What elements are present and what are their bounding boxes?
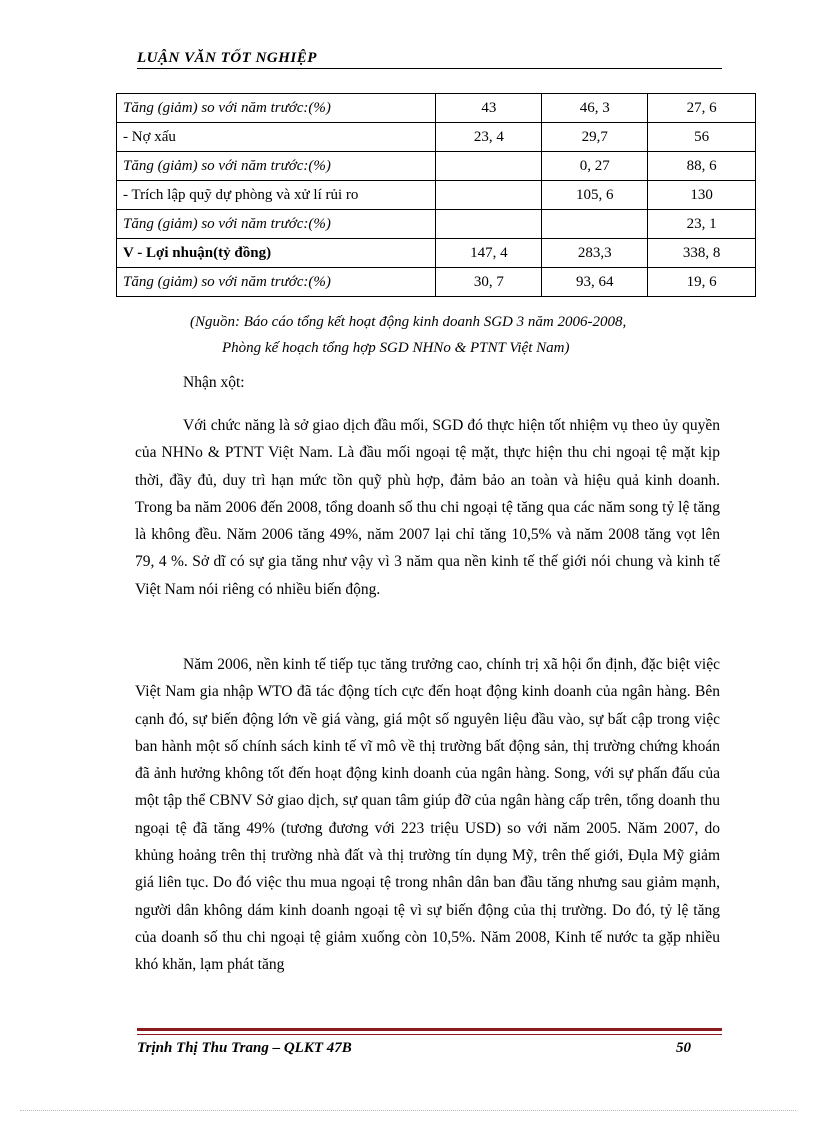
paragraph-2-text: Năm 2006, nền kinh tế tiếp tục tăng trưởng cao, chính trị xã hội ổn định, đặc biệt việc Việt Nam gia nhập WTO đã tác động tích cực đến hoạt động kinh doanh của ngân hàng. Bên cạnh đó, sự biến động lớn về giá vàng, giá một số nguyên liệu đầu vào, sự bất cập trong việc ban hành một số chính sách kinh tế vĩ mô về thị trường bất động sản, thị trường chứng khoán đã ảnh hưởng không tốt đến hoạt động kinh doanh của ngân hàng. Song, với sự phấn đấu của một tập thể CBNV Sở giao dịch, sự quan tâm giúp đỡ của ngân hàng cấp trên, tổng doanh thu ngoại tệ đã tăng 49% (tương đương với 223 triệu USD) so với năm 2005. Năm 2007, do khủng hoảng trên thị trường nhà đất và thị trường tín dụng Mỹ, trên thế giới, Đụla Mỹ giảm giá liên tục. Do đó việc thu mua ngoại tệ trong nhân dân ban đầu tăng nhưng sau giảm mạnh, người dân không dám kinh doanh ngoại tệ vì sự biến động của thị trường. Do đó, tỷ lệ tăng của doanh số thu chi ngoại tệ giảm xuống còn 10,5%. Năm 2008, Kinh tế nước ta gặp nhiều khó khăn, lạm phát tăng — [135, 656, 720, 974]
table-row — [117, 210, 756, 239]
row-label: Tăng (giảm) so với năm trước:(%) — [117, 94, 436, 123]
value-2008: 56 — [648, 123, 756, 152]
value-2006: 23, 4 — [436, 123, 542, 152]
source-note-line-2: Phòng kế hoạch tổng hợp SGD NHNo & PTNT Việt Nam) — [222, 340, 570, 356]
value-2006: 147, 4 — [436, 239, 542, 268]
row-label: Tăng (giảm) so với năm trước:(%) — [117, 152, 436, 181]
value-2007: 283,3 — [542, 239, 648, 268]
table-row — [117, 181, 756, 210]
value-2008: 338, 8 — [648, 239, 756, 268]
value-2006: 43 — [436, 94, 542, 123]
value-2007: 29,7 — [542, 123, 648, 152]
footer-rule-thick — [137, 1028, 722, 1031]
value-2008: 23, 1 — [648, 210, 756, 239]
row-label: Tăng (giảm) so với năm trước:(%) — [117, 210, 436, 239]
table-row — [117, 94, 756, 123]
value-2007: 93, 64 — [542, 268, 648, 297]
value-2007 — [542, 210, 648, 239]
value-2007: 105, 6 — [542, 181, 648, 210]
row-label: - Nợ xấu — [117, 123, 436, 152]
paragraph-2 — [135, 651, 720, 979]
page-edge-divider — [20, 1110, 796, 1111]
value-2008: 88, 6 — [648, 152, 756, 181]
value-2008: 19, 6 — [648, 268, 756, 297]
row-label: V - Lợi nhuận(tỷ đồng) — [117, 239, 436, 268]
comment-heading: Nhận xột: — [183, 374, 245, 391]
footer-rule-thin — [137, 1034, 722, 1035]
value-2006 — [436, 210, 542, 239]
table-row — [117, 239, 756, 268]
paragraph-1 — [135, 412, 720, 603]
value-2008: 130 — [648, 181, 756, 210]
page-number: 50 — [676, 1040, 691, 1056]
value-2006: 30, 7 — [436, 268, 542, 297]
row-label: Tăng (giảm) so với năm trước:(%) — [117, 268, 436, 297]
paragraph-1-text: Với chức năng là sở giao dịch đầu mối, SGD đó thực hiện tốt nhiệm vụ theo ủy quyền của NHNo & PTNT Việt Nam. Là đầu mối ngoại tệ mặt, thực hiện thu chi ngoại tệ mặt kịp thời, đầy đủ, duy trì hạn mức tồn quỹ phù hợp, đảm bảo an toàn và hiệu quả kinh doanh. Trong ba năm 2006 đến 2008, tổng doanh số thu chi ngoại tệ tăng qua các năm song tỷ lệ tăng là không đều. Năm 2006 tăng 49%, năm 2007 lại chỉ tăng 10,5% và năm 2008 tăng vọt lên 79, 4 %. Sở dĩ có sự gia tăng như vậy vì 3 năm qua nền kinh tế thế giới nói chung và kinh tế Việt Nam nói riêng có nhiều biến động. — [135, 417, 720, 598]
row-label: - Trích lập quỹ dự phòng và xử lí rủi ro — [117, 181, 436, 210]
table-row — [117, 268, 756, 297]
running-header: LUẬN VĂN TỐT NGHIỆP — [137, 50, 317, 66]
data-table — [116, 93, 756, 297]
header-rule — [137, 68, 722, 69]
value-2007: 46, 3 — [542, 94, 648, 123]
value-2008: 27, 6 — [648, 94, 756, 123]
value-2007: 0, 27 — [542, 152, 648, 181]
value-2006 — [436, 181, 542, 210]
source-note-line-1: (Nguồn: Báo cáo tổng kết hoạt động kinh doanh SGD 3 năm 2006-2008, — [190, 314, 627, 330]
table-row — [117, 152, 756, 181]
value-2006 — [436, 152, 542, 181]
table-row — [117, 123, 756, 152]
footer-author: Trịnh Thị Thu Trang – QLKT 47B — [137, 1040, 352, 1056]
